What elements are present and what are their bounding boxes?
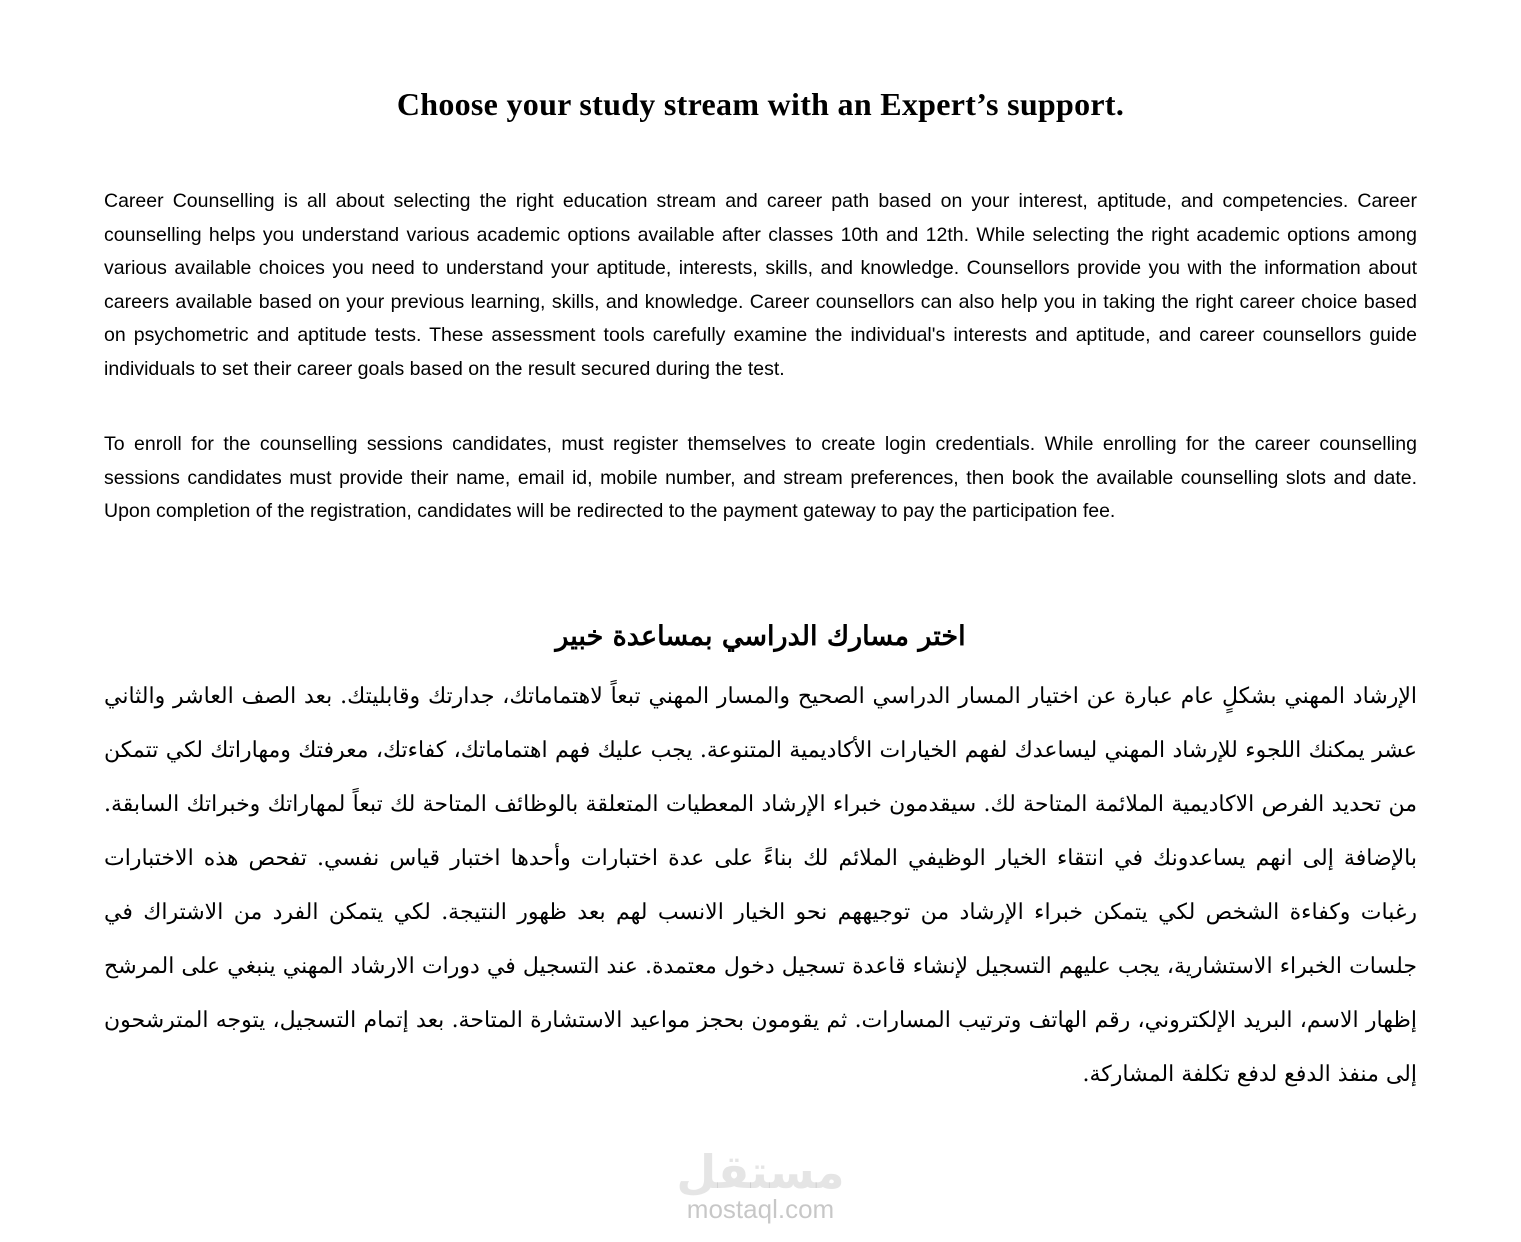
arabic-paragraph: الإرشاد المهني بشكلٍ عام عبارة عن اختيار المسار الدراسي الصحيح والمسار المهني تبعاً لاهتماماتك، جدارتك وقابليتك. بعد الصف العاشر والثاني عشر يمكنك اللجوء للإرشاد المهني ليساعدك لفهم الخيارات الأكاديمية المتنوعة. يجب عليك فهم اهتماماتك، كفاءتك، معرفتك ومهاراتك لكي تتمكن من تحديد الفرص الاكاديمية الملائمة المتاحة لك. سيقدمون خبراء الإرشاد المعطيات المتعلقة بالوظائف المتاحة لك تبعاً لمهاراتك وخبراتك السابقة. بالإضافة إلى انهم يساعدونك في انتقاء الخيار الوظيفي الملائم لك بناءً على عدة اختبارات وأحدها اختبار قياس نفسي. تفحص هذه الاختبارات رغبات وكفاءة الشخص لكي يتمكن خبراء الإرشاد من توجيههم نحو الخيار الانسب لهم بعد ظهور النتيجة. لكي يتمكن الفرد من الاشتراك في جلسات الخبراء الاستشارية، يجب عليهم التسجيل لإنشاء قاعدة تسجيل دخول معتمدة. عند التسجيل في دورات الارشاد المهني ينبغي على المرشح إظهار الاسم، البريد الإلكتروني، رقم الهاتف وترتيب المسارات. ثم يقومون بحجز مواعيد الاستشارة المتاحة. بعد إتمام التسجيل، يتوجه المترشحون إلى منفذ الدفع لدفع تكلفة المشاركة.: [104, 683, 1418, 1087]
watermark: [676, 1145, 845, 1224]
english-paragraph-1: Career Counselling is all about selecting the right education stream and career path based on your interest, aptitude, and competencies. Career counselling helps you understand various academic options available after classes 10th and 12th. While selecting the right academic options among various available choices you need to understand your aptitude, interests, skills, and knowledge. Counsellors provide you with the information about careers available based on your previous learning, skills, and knowledge. Career counsellors can also help you in taking the right career choice based on psychometric and aptitude tests. These assessment tools carefully examine the individual's interests and aptitude, and career counsellors guide individuals to set their career goals based on the result secured during the test.: [104, 190, 1417, 380]
watermark-site-text: mostaql.com: [686, 1194, 835, 1224]
page-title: Choose your study stream with an Expert’s support.: [396, 86, 1125, 122]
arabic-section: [104, 621, 1417, 1102]
english-paragraph-2: To enroll for the counselling sessions candidates, must register themselves to create login credentials. While enrolling for the career counselling sessions candidates must provide their name, email id, mobile number, and stream preferences, then book the available counselling slots and date. Upon completion of the registration, candidates will be redirected to the payment gateway to pay the participation fee.: [104, 433, 1417, 522]
watermark-logo-text: مستقل: [676, 1145, 845, 1199]
arabic-heading: اختر مسارك الدراسي بمساعدة خبير: [555, 620, 966, 652]
